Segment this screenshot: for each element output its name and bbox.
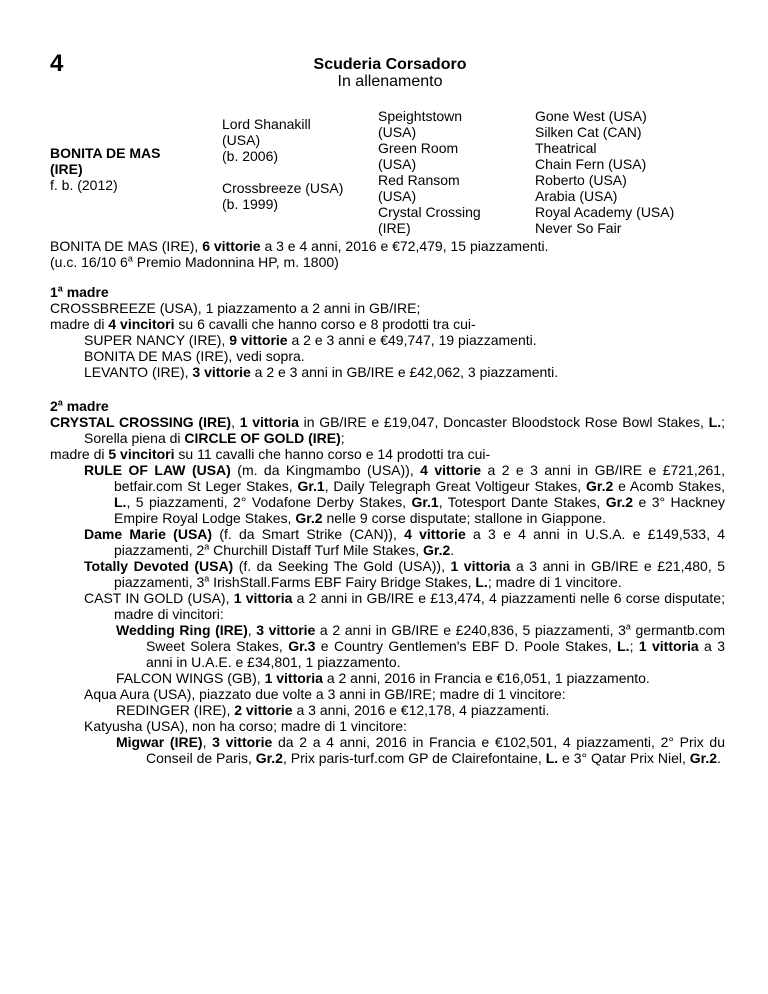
list-item: Dame Marie (USA) (f. da Smart Strike (CAN)), 4 vittorie a 3 e 4 anni in U.S.A. e £149,533, 4 piazzamenti, 2$^a$ Churchill Distaff Turf Mile Stakes, Gr.2. bbox=[84, 526, 725, 558]
list-item: Aqua Aura (USA), piazzato due volte a 3 anni in GB/IRE; madre di 1 vincitore: bbox=[84, 686, 566, 702]
second-dam-section: 2$^a$ madre CRYSTAL CROSSING (IRE), 1 vittoria in GB/IRE e £19,047, Doncaster Bloodstock Rose Bowl Stakes, L.; Sorella piena di CIRCLE OF GOLD (IRE); madre di 5 vincitori su 11 cavalli che hanno corso e 14 prodotti tra cui- RULE OF LAW (USA) (m. da Kingmambo (USA)), 4 vittorie a 2 e 3 anni in GB/IRE e £721,261, betfair.com St Leger Stakes, Gr.1, Daily Telegraph Great Voltigeur Stakes, Gr.2 e Acomb Stakes, L., 5 piazzamenti, 2° Vodafone Derby Stakes, Gr.1, Totesport Dante Stakes, Gr.2 e 3° Hackney Empire Royal Lodge Stakes, Gr.2 nelle 9 corse disputate; stallone in Giappone. Dame Marie (USA) (f. da Smart Strike (CAN)), 4 vittorie a 3 e 4 anni in U.S.A. e £149,533, 4 piazzamenti, 2$^a$ Churchill Distaff Turf Mile Stakes, Gr.2. Totally Devoted (USA) (f. da Seeking The Gold (USA)), 1 vittoria a 3 anni in GB/IRE e £21,480, 5 piazzamenti, 3$^a$ IrishStall.Farms EBF Fairy Bridge Stakes, L.; madre di 1 vincitore. CAST IN GOLD (USA), 1 vittoria a 2 anni in GB/IRE e £13,474, 4 piazzamenti nelle 6 corse disputate; madre di vincitori: Wedding Ring (IRE), 3 vittorie a 2 anni in GB/IRE e £240,836, 5 piazzamenti, 3$^a$ germantb.com Sweet Solera Stakes, Gr.3 e Country Gentlemen's EBF D. Poole Stakes, L.; 1 vittoria a 3 anni in U.A.E. e £34,801, 1 piazzamento. FALCON WINGS (GB), 1 vittoria a 2 anni, 2016 in Francia e €16,051, 1 piazzamento. Aqua Aura (USA), piazzato due volte a 3 anni in GB/IRE; madre di 1 vincitore: REDINGER (IRE), 2 vittorie a 3 anni, 2016 e €12,178, 4 piazzamenti. Katyusha (USA), non ha corso; madre di 1 vincitore: Migwar (IRE), 3 vittorie da 2 a 4 anni, 2016 in Francia e €102,501, 4 piazzamenti, 2° Prix du Conseil de Paris, Gr.2, Prix paris-turf.com GP de Clairefontaine, L. e 3° Qatar Prix Niel, Gr.2. bbox=[50, 397, 726, 766]
owner-name: Scuderia Corsadoro bbox=[313, 56, 467, 73]
list-item: CRYSTAL CROSSING (IRE), 1 vittoria in GB/IRE e £19,047, Doncaster Bloodstock Rose Bowl Stakes, L.; Sorella piena di CIRCLE OF GOLD (IRE); bbox=[50, 414, 726, 446]
second-dam-heading: 2$^a$ madre bbox=[50, 397, 109, 414]
list-item: Totally Devoted (USA) (f. da Seeking The Gold (USA)), 1 vittoria a 3 anni in GB/IRE e £21,480, 5 piazzamenti, 3$^a$ IrishStall.Farms EBF Fairy Bridge Stakes, L.; madre di 1 vincitore. bbox=[84, 558, 726, 590]
pedigree-grandsires: Speightstown (USA) Green Room (USA) Red Ransom (USA) Crystal Crossing (IRE) bbox=[378, 108, 481, 236]
list-item: FALCON WINGS (GB), 1 vittoria a 2 anni, 2016 in Francia e €16,051, 1 piazzamento. bbox=[116, 670, 650, 686]
horse-name: BONITA DE MAS (IRE) bbox=[50, 145, 161, 177]
lot-number: 4 bbox=[50, 50, 64, 77]
list-item: REDINGER (IRE), 2 vittorie a 3 anni, 2016 e €12,178, 4 piazzamenti. bbox=[116, 702, 550, 718]
list-item: Katyusha (USA), non ha corso; madre di 1 vincitore: bbox=[84, 718, 407, 734]
first-dam-heading: 1$^a$ madre bbox=[50, 283, 109, 300]
pedigree-sire: Lord Shanakill (USA) (b. 2006) bbox=[222, 116, 311, 164]
pedigree-great-grandsires: Gone West (USA) Silken Cat (CAN) Theatrical Chain Fern (USA) Roberto (USA) Arabia (USA) Royal Academy (USA) Never So Fair bbox=[535, 108, 675, 236]
list-item: BONITA DE MAS (IRE), vedi sopra. bbox=[84, 348, 305, 364]
race-summary: BONITA DE MAS (IRE), 6 vittorie a 3 e 4 anni, 2016 e €72,479, 15 piazzamenti. (u.c. 16/10 6$^a$ Premio Madonnina HP, m. 1800) bbox=[50, 238, 549, 270]
training-status: In allenamento bbox=[337, 73, 443, 90]
list-item: CAST IN GOLD (USA), 1 vittoria a 2 anni in GB/IRE e £13,474, 4 piazzamenti nelle 6 corse disputate; madre di vincitori: bbox=[84, 590, 725, 622]
horse-description: f. b. (2012) bbox=[50, 177, 118, 193]
list-item: LEVANTO (IRE), 3 vittorie a 2 e 3 anni in GB/IRE e £42,062, 3 piazzamenti. bbox=[84, 364, 559, 380]
pedigree-dam: Crossbreeze (USA) (b. 1999) bbox=[222, 180, 344, 212]
list-item: RULE OF LAW (USA) (m. da Kingmambo (USA)), 4 vittorie a 2 e 3 anni in GB/IRE e £721,261, betfair.com St Leger Stakes, Gr.1, Daily Telegraph Great Voltigeur Stakes, Gr.2 e Acomb Stakes, L., 5 piazzamenti, 2° Vodafone Derby Stakes, Gr.1, Totesport Dante Stakes, Gr.2 e 3° Hackney Empire Royal Lodge Stakes, Gr.2 nelle 9 corse disputate; stallone in Giappone. bbox=[84, 462, 725, 526]
list-item: Wedding Ring (IRE), 3 vittorie a 2 anni in GB/IRE e £240,836, 5 piazzamenti, 3$^a$ germantb.com Sweet Solera Stakes, Gr.3 e Country Gentlemen's EBF D. Poole Stakes, L.; 1 vittoria a 3 anni in U.A.E. e £34,801, 1 piazzamento. bbox=[116, 621, 725, 670]
first-dam-section: 1$^a$ madre CROSSBREEZE (USA), 1 piazzamento a 2 anni in GB/IRE; madre di 4 vincitori su 6 cavalli che hanno corso e 8 prodotti tra cui- SUPER NANCY (IRE), 9 vittorie a 2 e 3 anni e €49,747, 19 piazzamenti. BONITA DE MAS (IRE), vedi sopra. LEVANTO (IRE), 3 vittorie a 2 e 3 anni in GB/IRE e £42,062, 3 piazzamenti. bbox=[50, 284, 725, 380]
list-item: SUPER NANCY (IRE), 9 vittorie a 2 e 3 anni e €49,747, 19 piazzamenti. bbox=[84, 332, 537, 348]
list-item: Migwar (IRE), 3 vittorie da 2 a 4 anni, 2016 in Francia e €102,501, 4 piazzamenti, 2° Prix du Conseil de Paris, Gr.2, Prix paris-turf.com GP de Clairefontaine, L. e 3° Qatar Prix Niel, Gr.2. bbox=[116, 734, 726, 766]
